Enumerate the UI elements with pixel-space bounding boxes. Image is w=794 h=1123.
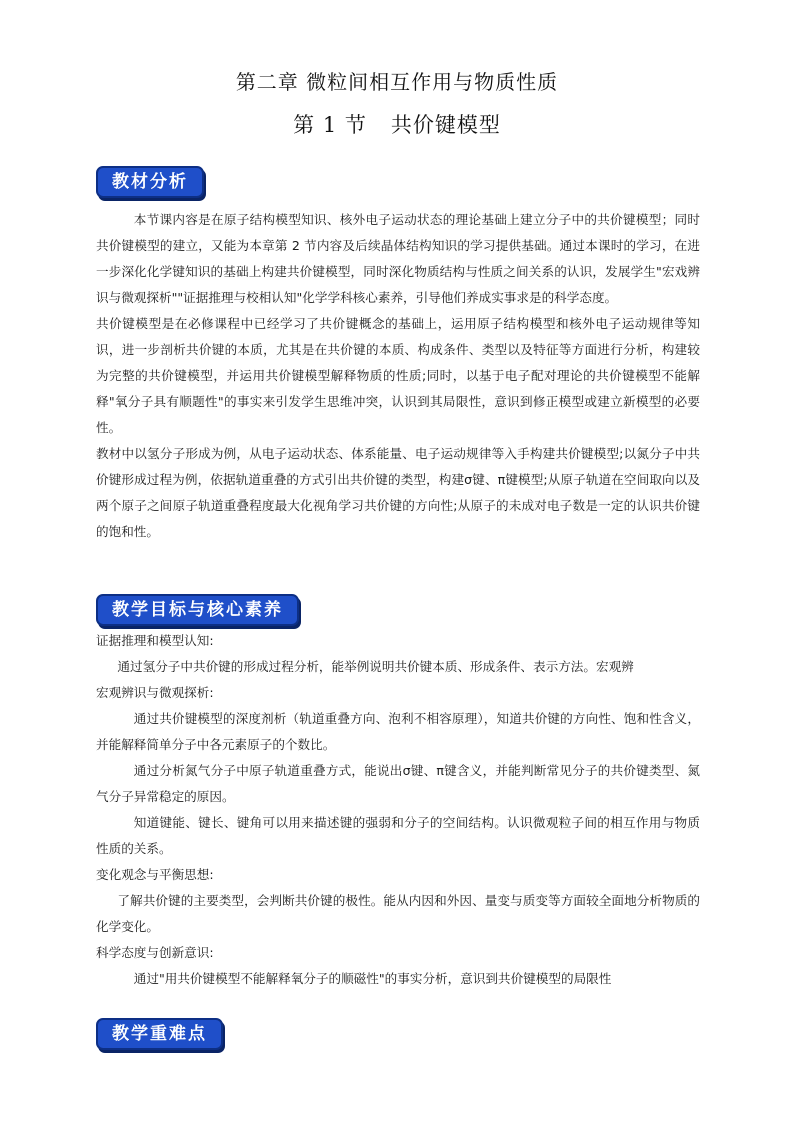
difficulties-badge: 教学重难点	[96, 1018, 223, 1050]
chapter-title: 第二章 微粒间相互作用与物质性质	[235, 70, 559, 94]
goals-item-macro-3: 知道键能、键长、键角可以用来描述键的强弱和分子的空间结构。认识微观粒子间的相互作用与物质性质的关系。	[96, 815, 700, 856]
section-title	[0, 109, 794, 139]
goals-item-macro-1: 通过共价键模型的深度剂析（轨道重叠方向、泡利不相容原理），知道共价键的方向性、饱和性含义，并能解释简单分子中各元素原子的个数比。	[96, 711, 700, 752]
goals-heading-attitude: 科学态度与创新意识:	[96, 945, 214, 960]
analysis-badge: 教材分析	[96, 166, 204, 198]
goals-heading-change: 变化观念与平衡思想:	[96, 867, 214, 882]
section-name: 共价键模型	[390, 113, 501, 137]
goals-heading-evidence: 证据推理和模型认知:	[96, 633, 214, 648]
section-number: 第 1 节	[293, 113, 367, 137]
goals-badge: 教学目标与核心素养	[96, 594, 299, 626]
goals-item-macro-2: 通过分析氮气分子中原子轨道重叠方式，能说出σ键、π键含义，并能判断常见分子的共价键类型、氮气分子异常稳定的原因。	[96, 763, 700, 804]
goals-heading-macro: 宏观辨识与微观探析:	[96, 685, 214, 700]
goals-item-attitude: 通过"用共价键模型不能解释氧分子的顺磁性"的事实分析，意识到共价键模型的局限性	[133, 971, 612, 986]
analysis-paragraph-1: 本节课内容是在原子结构模型知识、核外电子运动状态的理论基础上建立分子中的共价键模型；同时共价键模型的建立，又能为本章第 2 节内容及后续晶体结构知识的学习提供基础。通过本课时的学习，在进一步深化化学键知识的基础上构建共价键模型，同时深化物质结构与性质之间关系的认识，发展学生"宏戏辨识与微观探析""证据推理与校相认知"化学学科核心素养，引导他们养成实事求是的科学态度。	[96, 212, 700, 305]
analysis-paragraph-3: 教材中以氢分子形成为例，从电子运动状态、体系能量、电子运动规律等入手构建共价键模型;以氮分子中共价键形成过程为例，依据轨道重叠的方式引出共价键的类型，构建σ键、π键模型;从原子轨道在空间取向以及两个原子之间原子轨道重叠程度最大化视角学习共价键的方向性;从原子的未成对电子数是一定的认识共价键的饱和性。	[96, 446, 700, 539]
analysis-body	[96, 207, 700, 545]
goals-item-change: 了解共价键的主要类型，会判断共价键的极性。能从内因和外因、量变与质变等方面较全面地分析物质的化学变化。	[96, 893, 700, 934]
analysis-paragraph-2: 共价键模型是在必修课程中已经学习了共价键概念的基础上，运用原子结构模型和核外电子运动规律等知识，进一步剖析共价键的本质，尤其是在共价键的本质、构成条件、类型以及特征等方面进行分析，构建较为完整的共价键模型，并运用共价键模型解释物质的性质;同时，以基于电子配对理论的共价键模型不能解释"氧分子具有顺题性"的事实来引发学生思维冲突，认识到其局限性，意识到修正模型或建立新模型的必要性。	[96, 316, 700, 435]
goals-body	[96, 628, 700, 992]
goals-item-evidence: 通过氢分子中共价键的形成过程分析，能举例说明共价键本质、形成条件、表示方法。宏观辨	[117, 659, 634, 674]
